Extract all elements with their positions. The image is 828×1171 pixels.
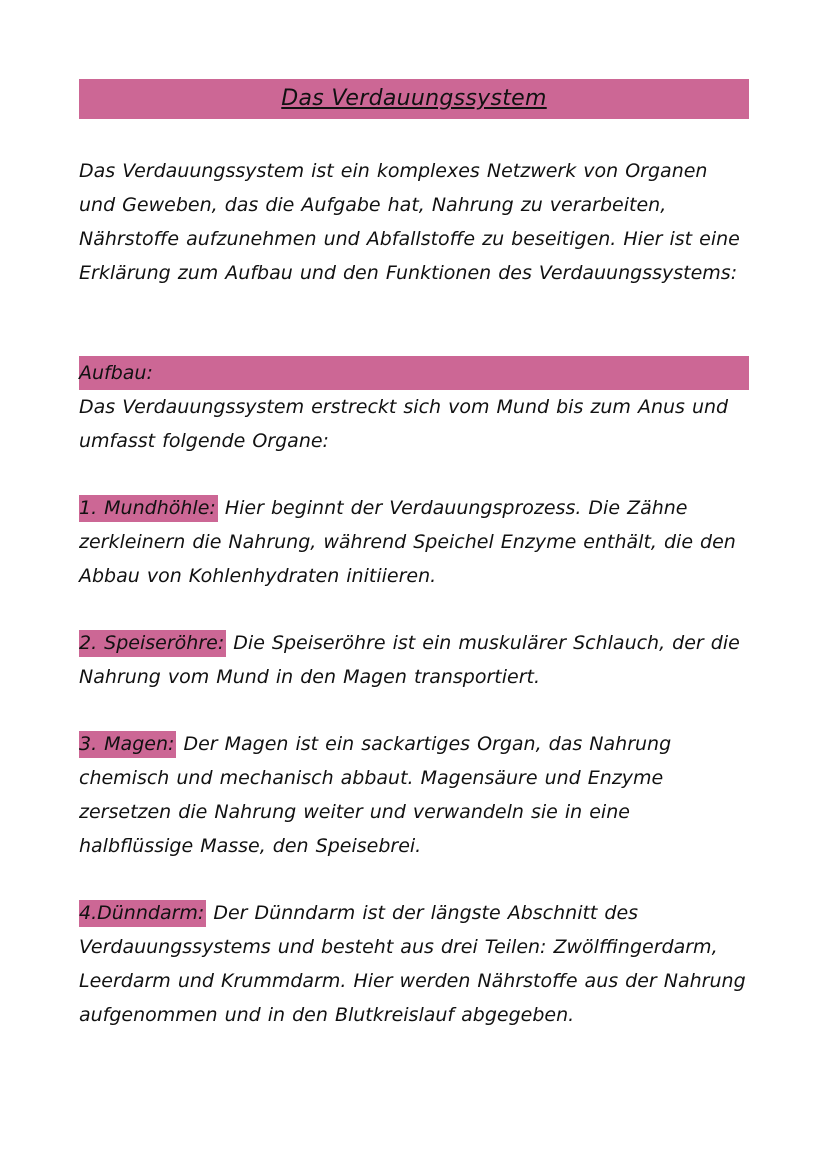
title-banner	[79, 79, 749, 119]
intro-paragraph: Das Verdauungssystem ist ein komplexes Netzwerk von Organen und Geweben, das die Aufgabe hat, Nahrung zu verarbeiten, Nährstoffe aufzunehmen und Abfallstoffe zu beseitigen. Hier ist eine Erklärung zum Aufbau und den Funktionen des Verdauungssystems:	[79, 160, 740, 284]
document-page	[79, 79, 749, 1032]
organ-label: 1. Mundhöhle:	[79, 495, 218, 522]
section-heading-aufbau: Aufbau:	[79, 356, 749, 390]
page-title: Das Verdauungssystem	[281, 86, 547, 111]
organ-item-magen	[79, 727, 749, 863]
organ-description: Die Speiseröhre ist ein muskulärer Schlauch, der die Nahrung vom Mund in den Magen transportiert.	[79, 632, 740, 688]
organ-label: 3. Magen:	[79, 731, 176, 758]
organ-item-duenndarm	[79, 896, 749, 1032]
organ-item-mundhoehle	[79, 491, 749, 593]
organ-label: 4.Dünndarm:	[79, 900, 206, 927]
organ-label: 2. Speiseröhre:	[79, 630, 226, 657]
organ-description: Der Dünndarm ist der längste Abschnitt des Verdauungssystems und besteht aus drei Teilen: Zwölffingerdarm, Leerdarm und Krummdarm. Hier werden Nährstoffe aus der Nahrung aufgenommen und in den Blutkreislauf abgegeben.	[79, 902, 746, 1026]
organ-description: Der Magen ist ein sackartiges Organ, das Nahrung chemisch und mechanisch abbaut. Magensäure und Enzyme zersetzen die Nahrung weiter und verwandeln sie in eine halbflüssige Masse, den Speisebrei.	[79, 733, 672, 857]
section-intro-paragraph: Das Verdauungssystem erstreckt sich vom Mund bis zum Anus und umfasst folgende Organe:	[79, 396, 729, 452]
organ-item-speiseroehre	[79, 626, 749, 694]
organ-description: Hier beginnt der Verdauungsprozess. Die Zähne zerkleinern die Nahrung, während Speichel Enzyme enthält, die den Abbau von Kohlenhydraten initiieren.	[79, 497, 736, 587]
